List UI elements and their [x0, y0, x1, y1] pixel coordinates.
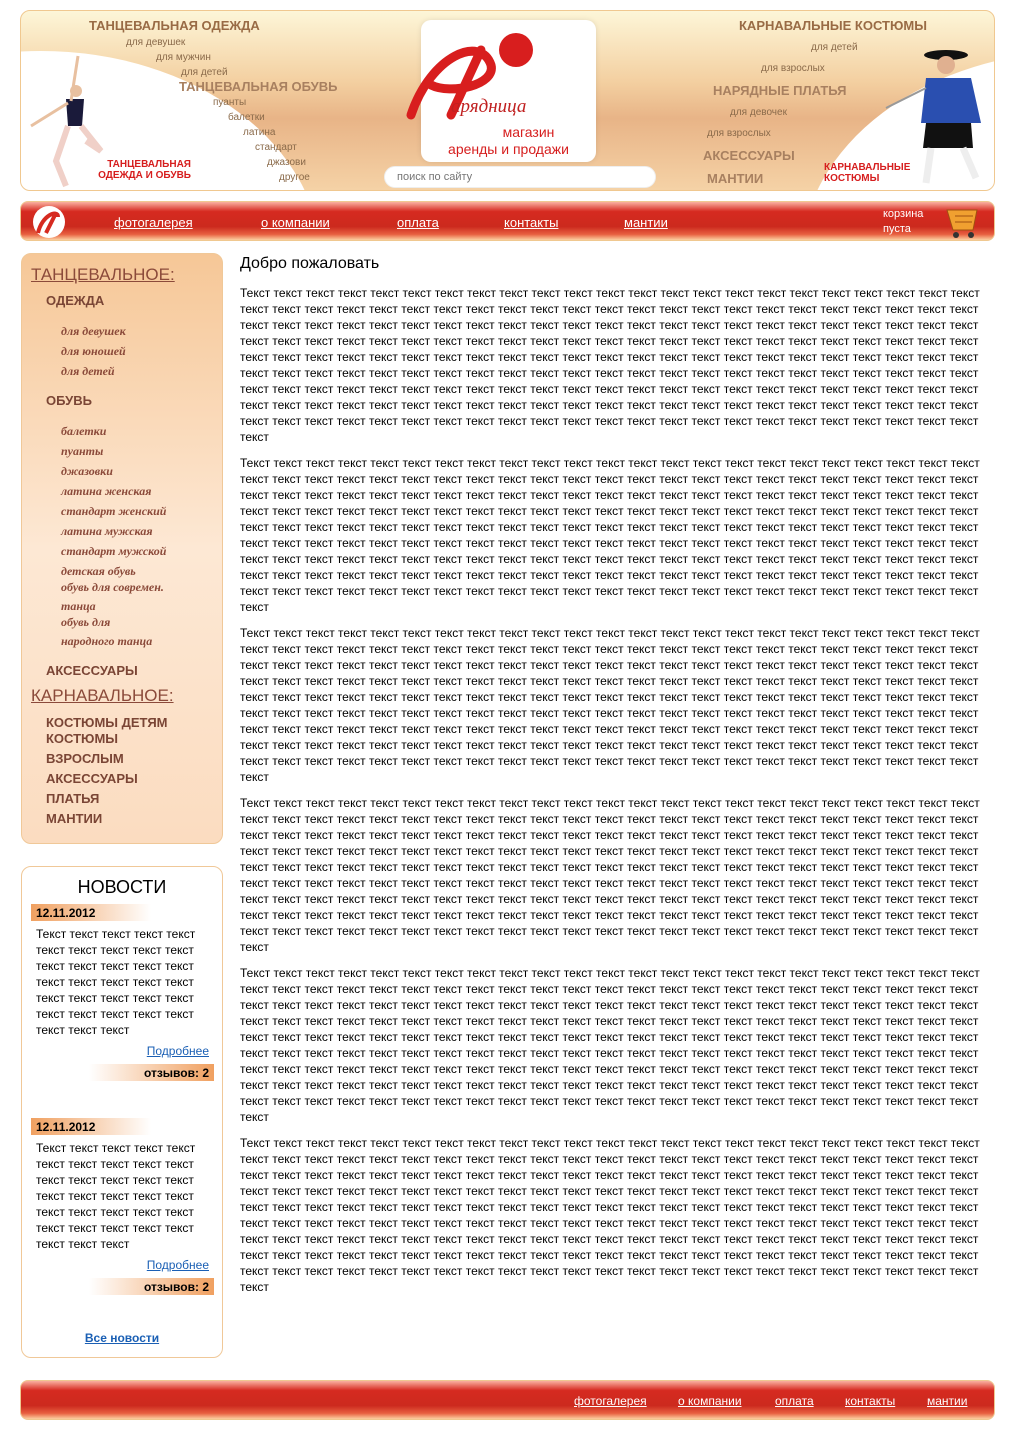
banner-dance-clothes[interactable]: ТАНЦЕВАЛЬНАЯ ОДЕЖДА	[89, 18, 260, 33]
paragraph: Текст текст текст текст текст текст текст текст текст текст текст текст текст текст текст текст текст текст текст текст текст текст текст текст текст текст текст текст текст текст текст текст текст текст текст текст текст текст текст текст текст текст текст текст текст текст текст текст текст текст текст текст текст текст текст текст текст текст текст текст текст текст текст текст текст текст текст текст текст текст текст текст текст текст текст текст текст текст текст текст текст текст текст текст текст текст текст текст текст текст текст текст текст текст текст текст текст текст текст текст текст текст текст текст текст текст текст текст текст текст текст текст текст текст текст текст текст текст текст текст текст текст текст текст текст текст текст текст текст текст текст текст текст текст текст текст текст текст текст текст текст текст текст текст текст текст текст текст текст текст текст текст текст текст текст текст текст текст текст текст текст текст текст текст текст текст текст текст текст текст текст текст текст текст текст текст текст текст текст текст текст текст текст текст текст текст текст текст текст текст текст текст текст текст текст текст текст текст текст текст текст текст текст текст текст текст текст текст	[240, 966, 980, 1124]
sidebar-item[interactable]: обувь для	[61, 615, 111, 629]
sidebar-category[interactable]: МАНТИИ	[46, 811, 103, 826]
top-nav	[20, 201, 995, 241]
header-banner	[20, 10, 995, 191]
banner-dresses[interactable]: НАРЯДНЫЕ ПЛАТЬЯ	[713, 83, 847, 98]
news-date: 12.11.2012	[31, 904, 151, 921]
banner-link[interactable]: для взрослых	[761, 63, 825, 74]
main-content	[240, 255, 988, 1305]
banner-right-caption: КАРНАВАЛЬНЫЕ КОСТЮМЫ	[824, 162, 911, 184]
sidebar-category-shoes[interactable]: ОБУВЬ	[46, 393, 92, 408]
sidebar-item[interactable]: латина мужская	[61, 524, 153, 538]
sidebar-category[interactable]: КОСТЮМЫ ДЕТЯМ	[46, 715, 168, 730]
paragraph: Текст текст текст текст текст текст текст текст текст текст текст текст текст текст текст текст текст текст текст текст текст текст текст текст текст текст текст текст текст текст текст текст текст текст текст текст текст текст текст текст текст текст текст текст текст текст текст текст текст текст текст текст текст текст текст текст текст текст текст текст текст текст текст текст текст текст текст текст текст текст текст текст текст текст текст текст текст текст текст текст текст текст текст текст текст текст текст текст текст текст текст текст текст текст текст текст текст текст текст текст текст текст текст текст текст текст текст текст текст текст текст текст текст текст текст текст текст текст текст текст текст текст текст текст текст текст текст текст текст текст текст текст текст текст текст текст текст текст текст текст текст текст текст текст текст текст текст текст текст текст текст текст текст текст текст текст текст текст текст текст текст текст текст текст текст текст текст текст текст текст текст текст текст текст текст текст текст текст текст текст текст текст текст текст текст текст текст текст текст текст текст текст текст текст текст текст текст текст текст текст текст текст текст текст текст текст текст текст	[240, 796, 980, 954]
sidebar-item[interactable]: для детей	[61, 364, 115, 378]
nav-photogallery[interactable]: фотогалерея	[114, 215, 193, 230]
sidebar-item[interactable]: джазовки	[61, 464, 113, 478]
sidebar-category-accessories[interactable]: АКСЕССУАРЫ	[46, 663, 138, 678]
banner-link[interactable]: пуанты	[213, 97, 247, 108]
footer-photogallery[interactable]: фотогалерея	[574, 1394, 647, 1408]
banner-dance-shoes[interactable]: ТАНЦЕВАЛЬНАЯ ОБУВЬ	[179, 79, 338, 94]
sidebar-item[interactable]: латина женская	[61, 484, 152, 498]
sidebar-item[interactable]: обувь для современ.	[61, 580, 164, 594]
sidebar-item[interactable]: балетки	[61, 424, 107, 438]
sidebar-category[interactable]: ПЛАТЬЯ	[46, 791, 100, 806]
news-date: 12.11.2012	[31, 1118, 151, 1135]
cart-status[interactable]	[883, 207, 923, 237]
news-more-link[interactable]: Подробнее	[146, 1258, 209, 1272]
banner-carnival[interactable]: КАРНАВАЛЬНЫЕ КОСТЮМЫ	[739, 18, 927, 33]
banner-link[interactable]: для детей	[181, 67, 228, 78]
catalog-sidebar	[21, 253, 223, 844]
sidebar-category[interactable]: ВЗРОСЛЫМ	[46, 751, 124, 766]
musketeer-photo	[881, 33, 995, 188]
paragraph: Текст текст текст текст текст текст текст текст текст текст текст текст текст текст текст текст текст текст текст текст текст текст текст текст текст текст текст текст текст текст текст текст текст текст текст текст текст текст текст текст текст текст текст текст текст текст текст текст текст текст текст текст текст текст текст текст текст текст текст текст текст текст текст текст текст текст текст текст текст текст текст текст текст текст текст текст текст текст текст текст текст текст текст текст текст текст текст текст текст текст текст текст текст текст текст текст текст текст текст текст текст текст текст текст текст текст текст текст текст текст текст текст текст текст текст текст текст текст текст текст текст текст текст текст текст текст текст текст текст текст текст текст текст текст текст текст текст текст текст текст текст текст текст текст текст текст текст текст текст текст текст текст текст текст текст текст текст текст текст текст текст текст текст текст текст текст текст текст текст текст текст текст текст текст текст текст текст текст текст текст текст текст текст текст текст текст текст текст текст текст текст текст текст текст текст текст текст текст текст текст текст текст текст текст текст текст текст текст	[240, 286, 980, 444]
page-title: Добро пожаловать	[240, 255, 380, 272]
news-reviews-count[interactable]: отзывов: 2	[89, 1278, 214, 1295]
banner-left-caption: ТАНЦЕВАЛЬНАЯ ОДЕЖДА И ОБУВЬ	[98, 159, 191, 181]
banner-accessories[interactable]: АКСЕССУАРЫ	[703, 148, 795, 163]
search-input[interactable]	[384, 166, 656, 188]
sidebar-item[interactable]: для юношей	[61, 344, 126, 358]
news-title: НОВОСТИ	[77, 877, 167, 897]
sidebar-category[interactable]: КОСТЮМЫ	[46, 731, 119, 746]
nav-contacts[interactable]: контакты	[504, 215, 559, 230]
sidebar-heading-carnival[interactable]: КАРНАВАЛЬНОЕ:	[31, 686, 174, 705]
banner-link[interactable]: другое	[279, 172, 310, 183]
sidebar-item[interactable]: народного танца	[61, 634, 153, 648]
logo-script: арядница	[451, 96, 527, 117]
banner-link[interactable]: для детей	[811, 42, 858, 53]
banner-link[interactable]: стандарт	[255, 142, 297, 153]
banner-link[interactable]: для взрослых	[707, 128, 771, 139]
footer-payment[interactable]: оплата	[775, 1394, 814, 1408]
sidebar-item[interactable]: для девушек	[61, 324, 126, 338]
news-text: Текст текст текст текст текст текст текст текст текст текст текст текст текст текст текст текст текст текст текст текст текст текст текст текст текст текст текст текст текст текст текст текст текст	[36, 1141, 196, 1251]
nav-payment[interactable]: оплата	[397, 215, 439, 230]
nav-logo-icon[interactable]	[30, 205, 68, 239]
sidebar-item[interactable]: стандарт мужской	[61, 544, 167, 558]
cart-empty-label: пуста	[883, 223, 911, 235]
banner-link[interactable]: джазови	[267, 157, 306, 168]
banner-link[interactable]: для девушек	[126, 37, 186, 48]
paragraph: Текст текст текст текст текст текст текст текст текст текст текст текст текст текст текст текст текст текст текст текст текст текст текст текст текст текст текст текст текст текст текст текст текст текст текст текст текст текст текст текст текст текст текст текст текст текст текст текст текст текст текст текст текст текст текст текст текст текст текст текст текст текст текст текст текст текст текст текст текст текст текст текст текст текст текст текст текст текст текст текст текст текст текст текст текст текст текст текст текст текст текст текст текст текст текст текст текст текст текст текст текст текст текст текст текст текст текст текст текст текст текст текст текст текст текст текст текст текст текст текст текст текст текст текст текст текст текст текст текст текст текст текст текст текст текст текст текст текст текст текст текст текст текст текст текст текст текст текст текст текст текст текст текст текст текст текст текст текст текст текст текст текст текст текст текст текст текст текст текст текст текст текст текст текст текст текст текст текст текст текст текст текст текст текст текст текст текст текст текст текст текст текст текст текст текст текст текст текст текст текст текст текст текст текст текст текст текст текст	[240, 626, 980, 784]
banner-link[interactable]: латина	[243, 127, 276, 138]
news-panel	[21, 866, 223, 1358]
banner-link[interactable]: для мужчин	[156, 52, 211, 63]
paragraph: Текст текст текст текст текст текст текст текст текст текст текст текст текст текст текст текст текст текст текст текст текст текст текст текст текст текст текст текст текст текст текст текст текст текст текст текст текст текст текст текст текст текст текст текст текст текст текст текст текст текст текст текст текст текст текст текст текст текст текст текст текст текст текст текст текст текст текст текст текст текст текст текст текст текст текст текст текст текст текст текст текст текст текст текст текст текст текст текст текст текст текст текст текст текст текст текст текст текст текст текст текст текст текст текст текст текст текст текст текст текст текст текст текст текст текст текст текст текст текст текст текст текст текст текст текст текст текст текст текст текст текст текст текст текст текст текст текст текст текст текст текст текст текст текст текст текст текст текст текст текст текст текст текст текст текст текст текст текст текст текст текст текст текст текст текст текст текст текст текст текст текст текст текст текст текст текст текст текст текст текст текст текст текст текст текст текст текст текст текст текст текст текст текст текст текст текст текст текст текст текст текст текст текст текст текст текст текст текст	[240, 1136, 980, 1294]
logo-line1: магазин	[502, 124, 555, 140]
logo-line2: аренды и продажи	[448, 141, 569, 157]
logo[interactable]	[421, 20, 596, 162]
footer-robes[interactable]: мантии	[927, 1394, 968, 1408]
news-more-link[interactable]: Подробнее	[146, 1044, 209, 1058]
banner-link[interactable]: для девочек	[730, 107, 787, 118]
footer-about[interactable]: о компании	[678, 1394, 742, 1408]
sidebar-heading-dance[interactable]: ТАНЦЕВАЛЬНОЕ:	[31, 265, 175, 284]
banner-link[interactable]: балетки	[228, 112, 265, 123]
sidebar-category-clothes[interactable]: ОДЕЖДА	[46, 293, 105, 308]
banner-robes[interactable]: МАНТИИ	[707, 171, 764, 186]
news-reviews-count[interactable]: отзывов: 2	[89, 1064, 214, 1081]
sidebar-item[interactable]: пуанты	[61, 444, 104, 458]
sidebar-item[interactable]: детская обувь	[61, 564, 136, 578]
footer-nav	[20, 1380, 995, 1420]
sidebar-item[interactable]: танца	[61, 599, 96, 613]
nav-about[interactable]: о компании	[261, 215, 330, 230]
news-text: Текст текст текст текст текст текст текст текст текст текст текст текст текст текст текст текст текст текст текст текст текст текст текст текст текст текст текст текст текст текст текст текст текст	[36, 927, 196, 1037]
nav-robes[interactable]: мантии	[624, 215, 668, 230]
sidebar-item[interactable]: стандарт женский	[61, 504, 167, 518]
cart-label: корзина	[883, 208, 924, 220]
shopping-cart-icon[interactable]	[943, 204, 983, 240]
footer-contacts[interactable]: контакты	[845, 1394, 896, 1408]
sidebar-category[interactable]: АКСЕССУАРЫ	[46, 771, 138, 786]
paragraph: Текст текст текст текст текст текст текст текст текст текст текст текст текст текст текст текст текст текст текст текст текст текст текст текст текст текст текст текст текст текст текст текст текст текст текст текст текст текст текст текст текст текст текст текст текст текст текст текст текст текст текст текст текст текст текст текст текст текст текст текст текст текст текст текст текст текст текст текст текст текст текст текст текст текст текст текст текст текст текст текст текст текст текст текст текст текст текст текст текст текст текст текст текст текст текст текст текст текст текст текст текст текст текст текст текст текст текст текст текст текст текст текст текст текст текст текст текст текст текст текст текст текст текст текст текст текст текст текст текст текст текст текст текст текст текст текст текст текст текст текст текст текст текст текст текст текст текст текст текст текст текст текст текст текст текст текст текст текст текст текст текст текст текст текст текст текст текст текст текст текст текст текст текст текст текст текст текст текст текст текст текст текст текст текст текст текст текст текст текст текст текст текст текст текст текст текст текст текст текст текст текст текст текст текст текст текст текст текст	[240, 456, 980, 614]
all-news-link[interactable]: Все новости	[84, 1331, 160, 1345]
